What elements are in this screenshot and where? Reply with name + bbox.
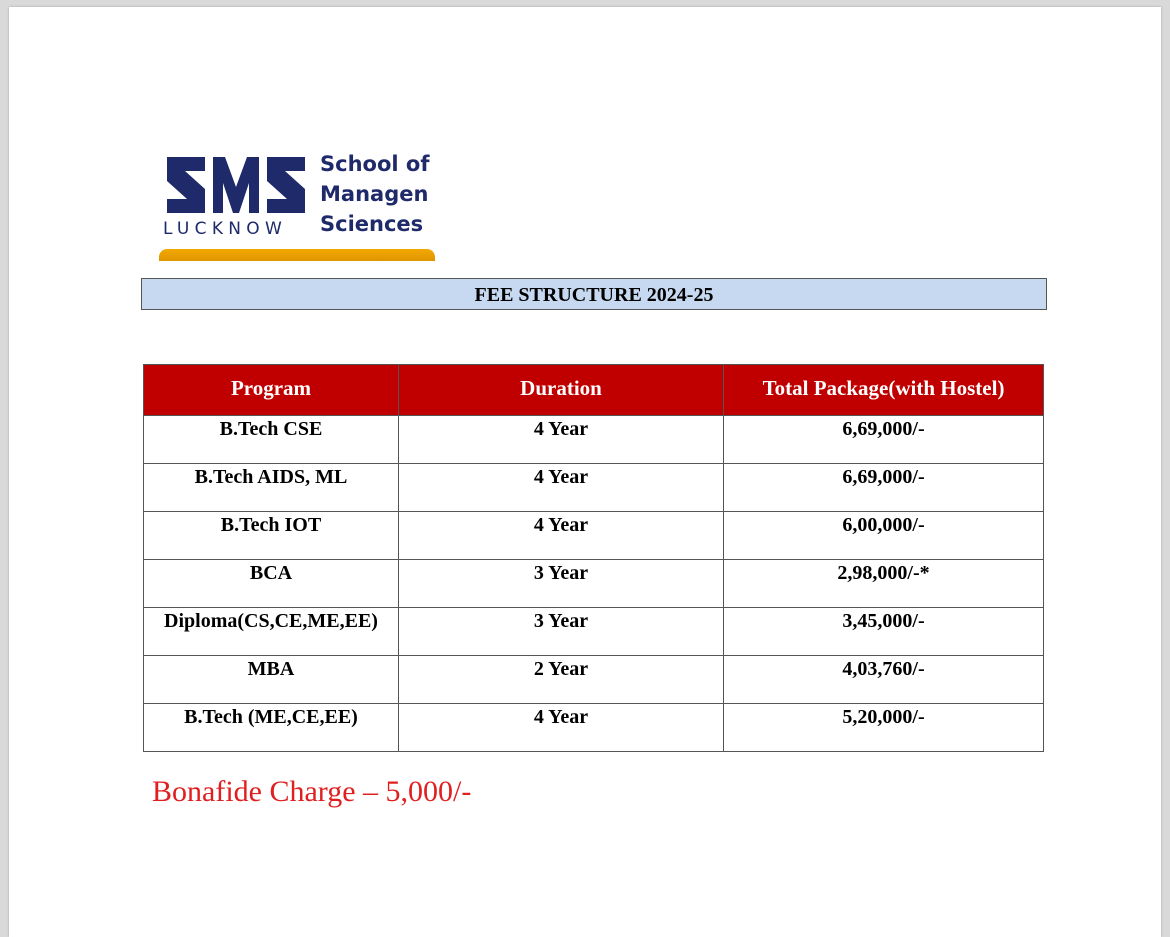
- table-row: [144, 560, 1044, 608]
- cell-total-package: 2,98,000/-*: [724, 560, 1044, 608]
- logo-name-line-1: School of: [320, 152, 430, 176]
- table-row: [144, 464, 1044, 512]
- logo-name-line-3: Sciences: [320, 212, 424, 236]
- cell-duration: 4 Year: [399, 464, 724, 512]
- cell-total-package: 4,03,760/-: [724, 656, 1044, 704]
- sms-logo-mark: [163, 153, 309, 217]
- document-page: [9, 7, 1161, 937]
- cell-program: B.Tech (ME,CE,EE): [144, 704, 399, 752]
- cell-duration: 4 Year: [399, 512, 724, 560]
- cell-program: BCA: [144, 560, 399, 608]
- cell-duration: 3 Year: [399, 560, 724, 608]
- logo-institute-name: [320, 149, 435, 239]
- table-row: [144, 608, 1044, 656]
- cell-program: B.Tech CSE: [144, 416, 399, 464]
- fee-table: [143, 364, 1044, 752]
- cell-duration: 4 Year: [399, 416, 724, 464]
- cell-program: Diploma(CS,CE,ME,EE): [144, 608, 399, 656]
- logo-city: LUCKNOW: [163, 219, 288, 239]
- cell-program: MBA: [144, 656, 399, 704]
- cell-total-package: 6,69,000/-: [724, 464, 1044, 512]
- bonafide-charge-note: Bonafide Charge – 5,000/-: [152, 775, 472, 808]
- table-row: [144, 512, 1044, 560]
- cell-total-package: 5,20,000/-: [724, 704, 1044, 752]
- table-row: [144, 416, 1044, 464]
- cell-total-package: 6,69,000/-: [724, 416, 1044, 464]
- cell-duration: 3 Year: [399, 608, 724, 656]
- cell-total-package: 3,45,000/-: [724, 608, 1044, 656]
- logo-name-line-2: Managen: [320, 182, 429, 206]
- institute-logo: [159, 147, 435, 261]
- table-row: [144, 656, 1044, 704]
- logo-accreditation-band: [159, 249, 435, 261]
- fee-structure-title: FEE STRUCTURE 2024-25: [141, 278, 1047, 310]
- header-total-package: Total Package(with Hostel): [724, 365, 1044, 416]
- cell-program: B.Tech AIDS, ML: [144, 464, 399, 512]
- header-program: Program: [144, 365, 399, 416]
- cell-duration: 2 Year: [399, 656, 724, 704]
- cell-program: B.Tech IOT: [144, 512, 399, 560]
- cell-total-package: 6,00,000/-: [724, 512, 1044, 560]
- header-duration: Duration: [399, 365, 724, 416]
- cell-duration: 4 Year: [399, 704, 724, 752]
- fee-table-header-row: [144, 365, 1044, 416]
- table-row: [144, 704, 1044, 752]
